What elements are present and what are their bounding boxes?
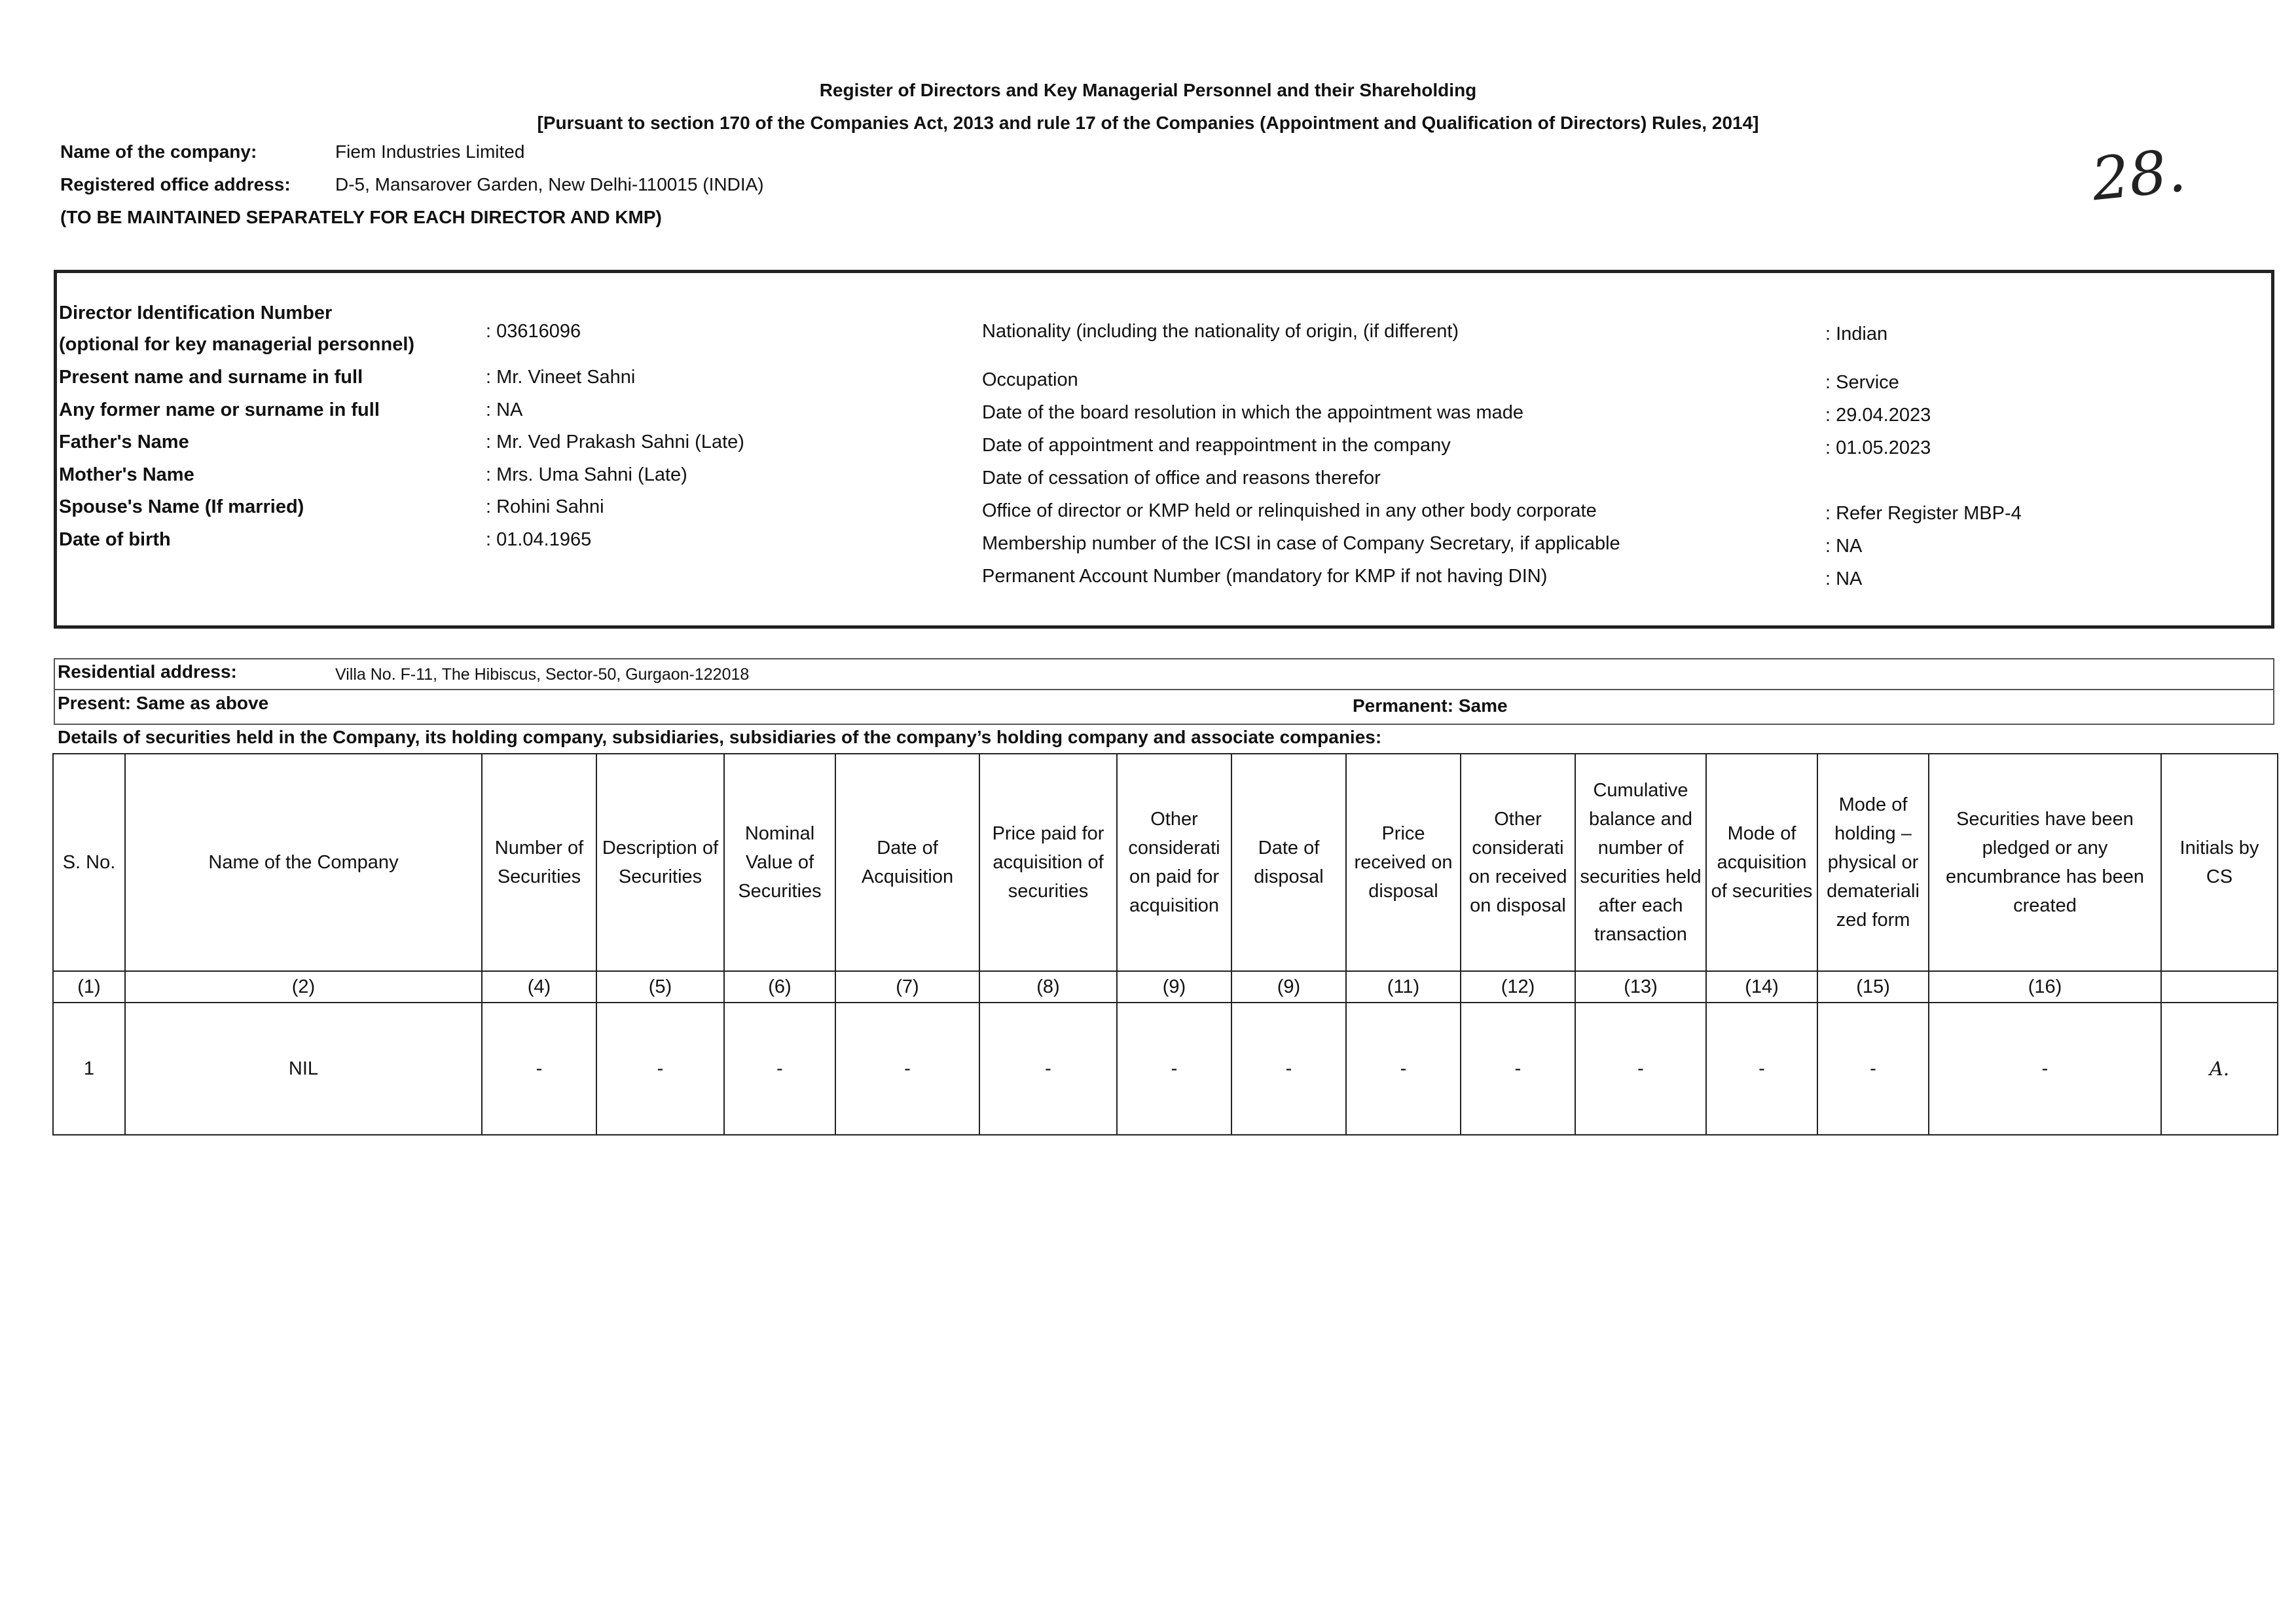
col-number: (2) xyxy=(125,971,482,1003)
cell-description: - xyxy=(596,1003,724,1135)
company-name-label: Name of the company: xyxy=(60,141,257,162)
cell-number: - xyxy=(482,1003,596,1135)
col-number xyxy=(2161,971,2278,1003)
col-number: (1) xyxy=(53,971,125,1003)
residential-address-label: Residential address: xyxy=(58,661,237,682)
col-header-holding-mode: Mode of holding – physical or demateriali zed form xyxy=(1817,754,1929,971)
nationality-value: : Indian xyxy=(1825,323,1888,344)
col-number: (6) xyxy=(724,971,835,1003)
maintenance-note: (TO BE MAINTAINED SEPARATELY FOR EACH DIRECTOR AND KMP) xyxy=(60,207,662,227)
present-name-label: Present name and surname in full xyxy=(59,367,363,388)
nationality-label: Nationality (including the nationality of origin, (if different) xyxy=(982,321,1459,342)
col-number: (14) xyxy=(1706,971,1817,1003)
col-number: (5) xyxy=(596,971,724,1003)
cell-company: NIL xyxy=(125,1003,482,1135)
cessation-label: Date of cessation of office and reasons therefor xyxy=(982,468,1381,489)
appointment-date-value: : 01.05.2023 xyxy=(1825,437,1931,458)
col-header-description: Description of Securities xyxy=(596,754,724,971)
col-number: (9) xyxy=(1231,971,1346,1003)
spouse-name-value: : Rohini Sahni xyxy=(486,496,604,517)
col-header-company: Name of the Company xyxy=(125,754,482,971)
residential-divider xyxy=(54,689,2274,690)
mother-name-value: : Mrs. Uma Sahni (Late) xyxy=(486,464,687,485)
former-name-label: Any former name or surname in full xyxy=(59,399,380,420)
col-number: (16) xyxy=(1929,971,2161,1003)
securities-caption: Details of securities held in the Company, its holding company, subsidiaries, subsidiaries of the company’s holding company and associate companies: xyxy=(58,727,1382,747)
other-office-value: : Refer Register MBP-4 xyxy=(1825,503,2022,524)
father-name-label: Father's Name xyxy=(59,432,189,452)
col-number: (15) xyxy=(1817,971,1929,1003)
occupation-label: Occupation xyxy=(982,369,1078,390)
appointment-date-label: Date of appointment and reappointment in the company xyxy=(982,435,1451,456)
col-number: (8) xyxy=(979,971,1117,1003)
cell-holding-mode: - xyxy=(1817,1003,1929,1135)
col-number: (13) xyxy=(1575,971,1706,1003)
present-address: Present: Same as above xyxy=(58,693,269,713)
spouse-name-label: Spouse's Name (If married) xyxy=(59,496,304,517)
table-row xyxy=(53,1003,2278,1135)
occupation-value: : Service xyxy=(1825,372,1899,393)
col-header-acq-date: Date of Acquisition xyxy=(835,754,979,971)
col-header-disposal-other: Other considerati on received on disposal xyxy=(1461,754,1575,971)
col-header-disposal-price: Price received on disposal xyxy=(1346,754,1461,971)
board-resolution-label: Date of the board resolution in which the appointment was made xyxy=(982,402,1523,423)
permanent-address: Permanent: Same xyxy=(1353,695,1508,716)
col-header-initials: Initials by CS xyxy=(2161,754,2278,971)
registered-office-label: Registered office address: xyxy=(60,174,291,194)
pan-value: : NA xyxy=(1825,568,1863,589)
col-number: (4) xyxy=(482,971,596,1003)
former-name-value: : NA xyxy=(486,399,523,420)
cell-disposal-other: - xyxy=(1461,1003,1575,1135)
dob-value: : 01.04.1965 xyxy=(486,529,592,550)
col-number: (12) xyxy=(1461,971,1575,1003)
present-name-value: : Mr. Vineet Sahni xyxy=(486,367,636,388)
icsi-membership-label: Membership number of the ICSI in case of Company Secretary, if applicable xyxy=(982,533,1620,554)
cell-acq-other: - xyxy=(1117,1003,1231,1135)
dob-label: Date of birth xyxy=(59,529,171,550)
residential-address-value: Villa No. F-11, The Hibiscus, Sector-50, Gurgaon-122018 xyxy=(335,665,750,684)
col-header-acq-mode: Mode of acquisition of securities xyxy=(1706,754,1817,971)
col-header-cumulative: Cumulative balance and number of securities held after each transaction xyxy=(1575,754,1706,971)
din-label-line1: Director Identification Number xyxy=(59,303,333,323)
father-name-value: : Mr. Ved Prakash Sahni (Late) xyxy=(486,432,744,452)
cell-acq-mode: - xyxy=(1706,1003,1817,1135)
document-subtitle: [Pursuant to section 170 of the Companies Act, 2013 and rule 17 of the Companies (Appointment and Qualification of Directors) Rules, 2014] xyxy=(537,113,1759,133)
cell-disposal-date: - xyxy=(1231,1003,1346,1135)
din-label-line2: (optional for key managerial personnel) xyxy=(59,334,415,355)
securities-table xyxy=(52,753,2278,1135)
company-name-value: Fiem Industries Limited xyxy=(335,141,525,162)
document-title: Register of Directors and Key Managerial Personnel and their Shareholding xyxy=(819,80,1477,100)
col-header-acq-price: Price paid for acquisition of securities xyxy=(979,754,1117,971)
din-value: : 03616096 xyxy=(486,321,581,342)
board-resolution-value: : 29.04.2023 xyxy=(1825,405,1931,426)
mother-name-label: Mother's Name xyxy=(59,464,194,485)
col-header-disposal-date: Date of disposal xyxy=(1231,754,1346,971)
cell-cumulative: - xyxy=(1575,1003,1706,1135)
cs-initials-signature: A. xyxy=(2161,1003,2278,1135)
cell-acq-price: - xyxy=(979,1003,1117,1135)
cell-acq-date: - xyxy=(835,1003,979,1135)
other-office-label: Office of director or KMP held or relinquished in any other body corporate xyxy=(982,500,1597,521)
icsi-membership-value: : NA xyxy=(1825,536,1863,557)
col-header-acq-other: Other considerati on paid for acquisition xyxy=(1117,754,1231,971)
cell-sno: 1 xyxy=(53,1003,125,1135)
table-header-row xyxy=(53,754,2278,971)
handwritten-page-number: 28. xyxy=(2088,136,2189,215)
table-number-row xyxy=(53,971,2278,1003)
cell-nominal: - xyxy=(724,1003,835,1135)
col-header-nominal: Nominal Value of Securities xyxy=(724,754,835,971)
col-header-pledged: Securities have been pledged or any encumbrance has been created xyxy=(1929,754,2161,971)
col-header-sno: S. No. xyxy=(53,754,125,971)
col-number: (7) xyxy=(835,971,979,1003)
cell-pledged: - xyxy=(1929,1003,2161,1135)
col-header-number: Number of Securities xyxy=(482,754,596,971)
cell-disposal-price: - xyxy=(1346,1003,1461,1135)
col-number: (11) xyxy=(1346,971,1461,1003)
pan-label: Permanent Account Number (mandatory for KMP if not having DIN) xyxy=(982,566,1548,587)
col-number: (9) xyxy=(1117,971,1231,1003)
registered-office-value: D-5, Mansarover Garden, New Delhi-110015 (INDIA) xyxy=(335,174,764,194)
